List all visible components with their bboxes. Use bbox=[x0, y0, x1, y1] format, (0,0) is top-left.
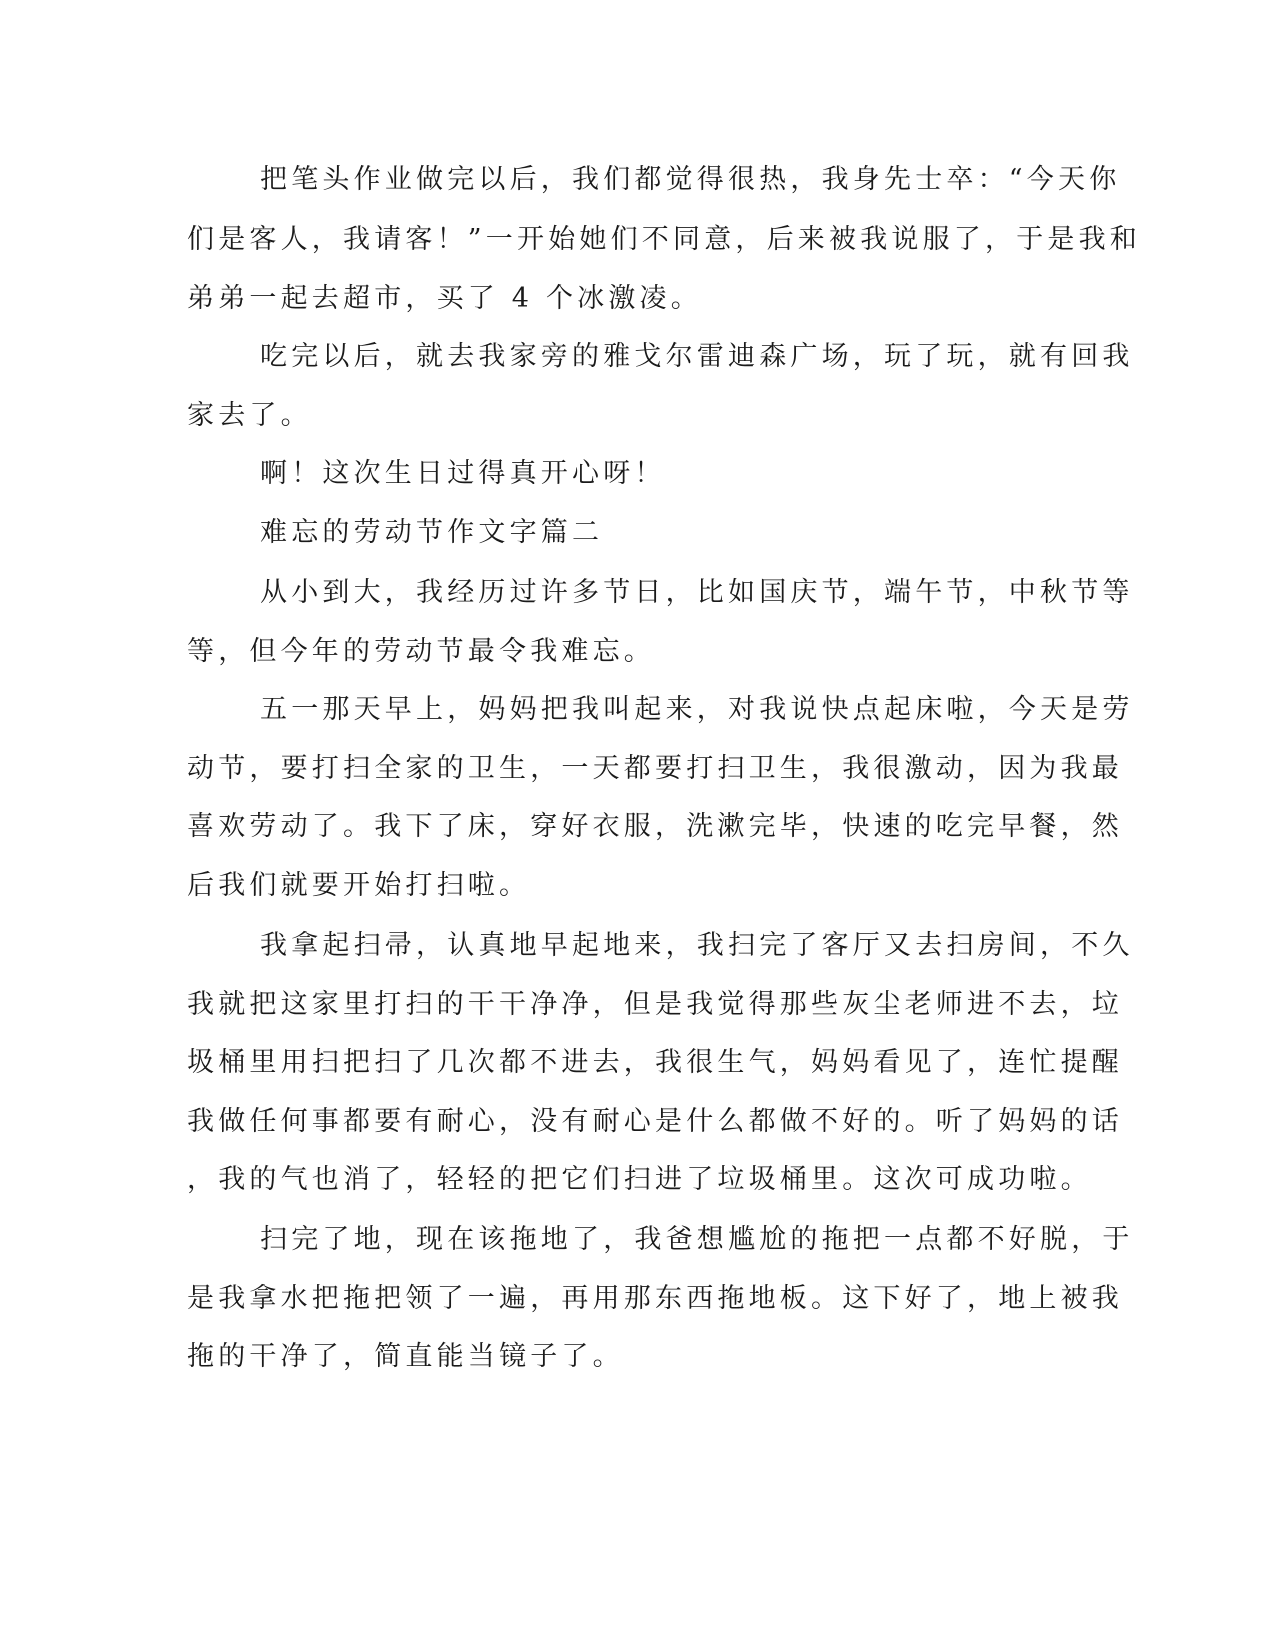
paragraph-line: 啊！这次生日过得真开心呀！ bbox=[260, 458, 666, 489]
paragraph-line: 后我们就要开始打扫啦。 bbox=[187, 870, 531, 901]
paragraph-line: 家去了。 bbox=[187, 400, 312, 431]
paragraph-line: 是我拿水把拖把领了一遍，再用那东西拖地板。这下好了，地上被我 bbox=[187, 1283, 1123, 1314]
paragraph-line: 拖的干净了，简直能当镜子了。 bbox=[187, 1341, 624, 1372]
paragraph-line: 扫完了地，现在该拖地了，我爸想尴尬的拖把一点都不好脱，于 bbox=[260, 1224, 1134, 1255]
section-heading: 难忘的劳动节作文字篇二 bbox=[260, 517, 604, 548]
paragraph-line: 喜欢劳动了。我下了床，穿好衣服，洗漱完毕，快速的吃完早餐，然 bbox=[187, 811, 1123, 842]
paragraph-line: 们是客人，我请客！”一开始她们不同意，后来被我说服了，于是我和 bbox=[187, 224, 1142, 255]
paragraph-line: 我拿起扫帚，认真地早起地来，我扫完了客厅又去扫房间，不久 bbox=[260, 930, 1134, 961]
paragraph-line: 动节，要打扫全家的卫生，一天都要打扫卫生，我很激动，因为我最 bbox=[187, 753, 1123, 784]
paragraph-line: 弟弟一起去超市，买了 4 个冰激凌。 bbox=[187, 283, 702, 314]
paragraph-line: 吃完以后，就去我家旁的雅戈尔雷迪森广场，玩了玩，就有回我 bbox=[260, 341, 1134, 372]
paragraph-line: 我就把这家里打扫的干干净净，但是我觉得那些灰尘老师进不去，垃 bbox=[187, 989, 1123, 1020]
paragraph-line: 从小到大，我经历过许多节日，比如国庆节，端午节，中秋节等 bbox=[260, 577, 1134, 608]
paragraph-line: 五一那天早上，妈妈把我叫起来，对我说快点起床啦，今天是劳 bbox=[260, 694, 1134, 725]
paragraph-line: ，我的气也消了，轻轻的把它们扫进了垃圾桶里。这次可成功啦。 bbox=[187, 1164, 1092, 1195]
paragraph-line: 圾桶里用扫把扫了几次都不进去，我很生气，妈妈看见了，连忙提醒 bbox=[187, 1047, 1123, 1078]
paragraph-line: 我做任何事都要有耐心，没有耐心是什么都做不好的。听了妈妈的话 bbox=[187, 1106, 1123, 1137]
paragraph-line: 把笔头作业做完以后，我们都觉得很热，我身先士卒：“今天你 bbox=[260, 164, 1121, 195]
paragraph-line: 等，但今年的劳动节最令我难忘。 bbox=[187, 636, 655, 667]
